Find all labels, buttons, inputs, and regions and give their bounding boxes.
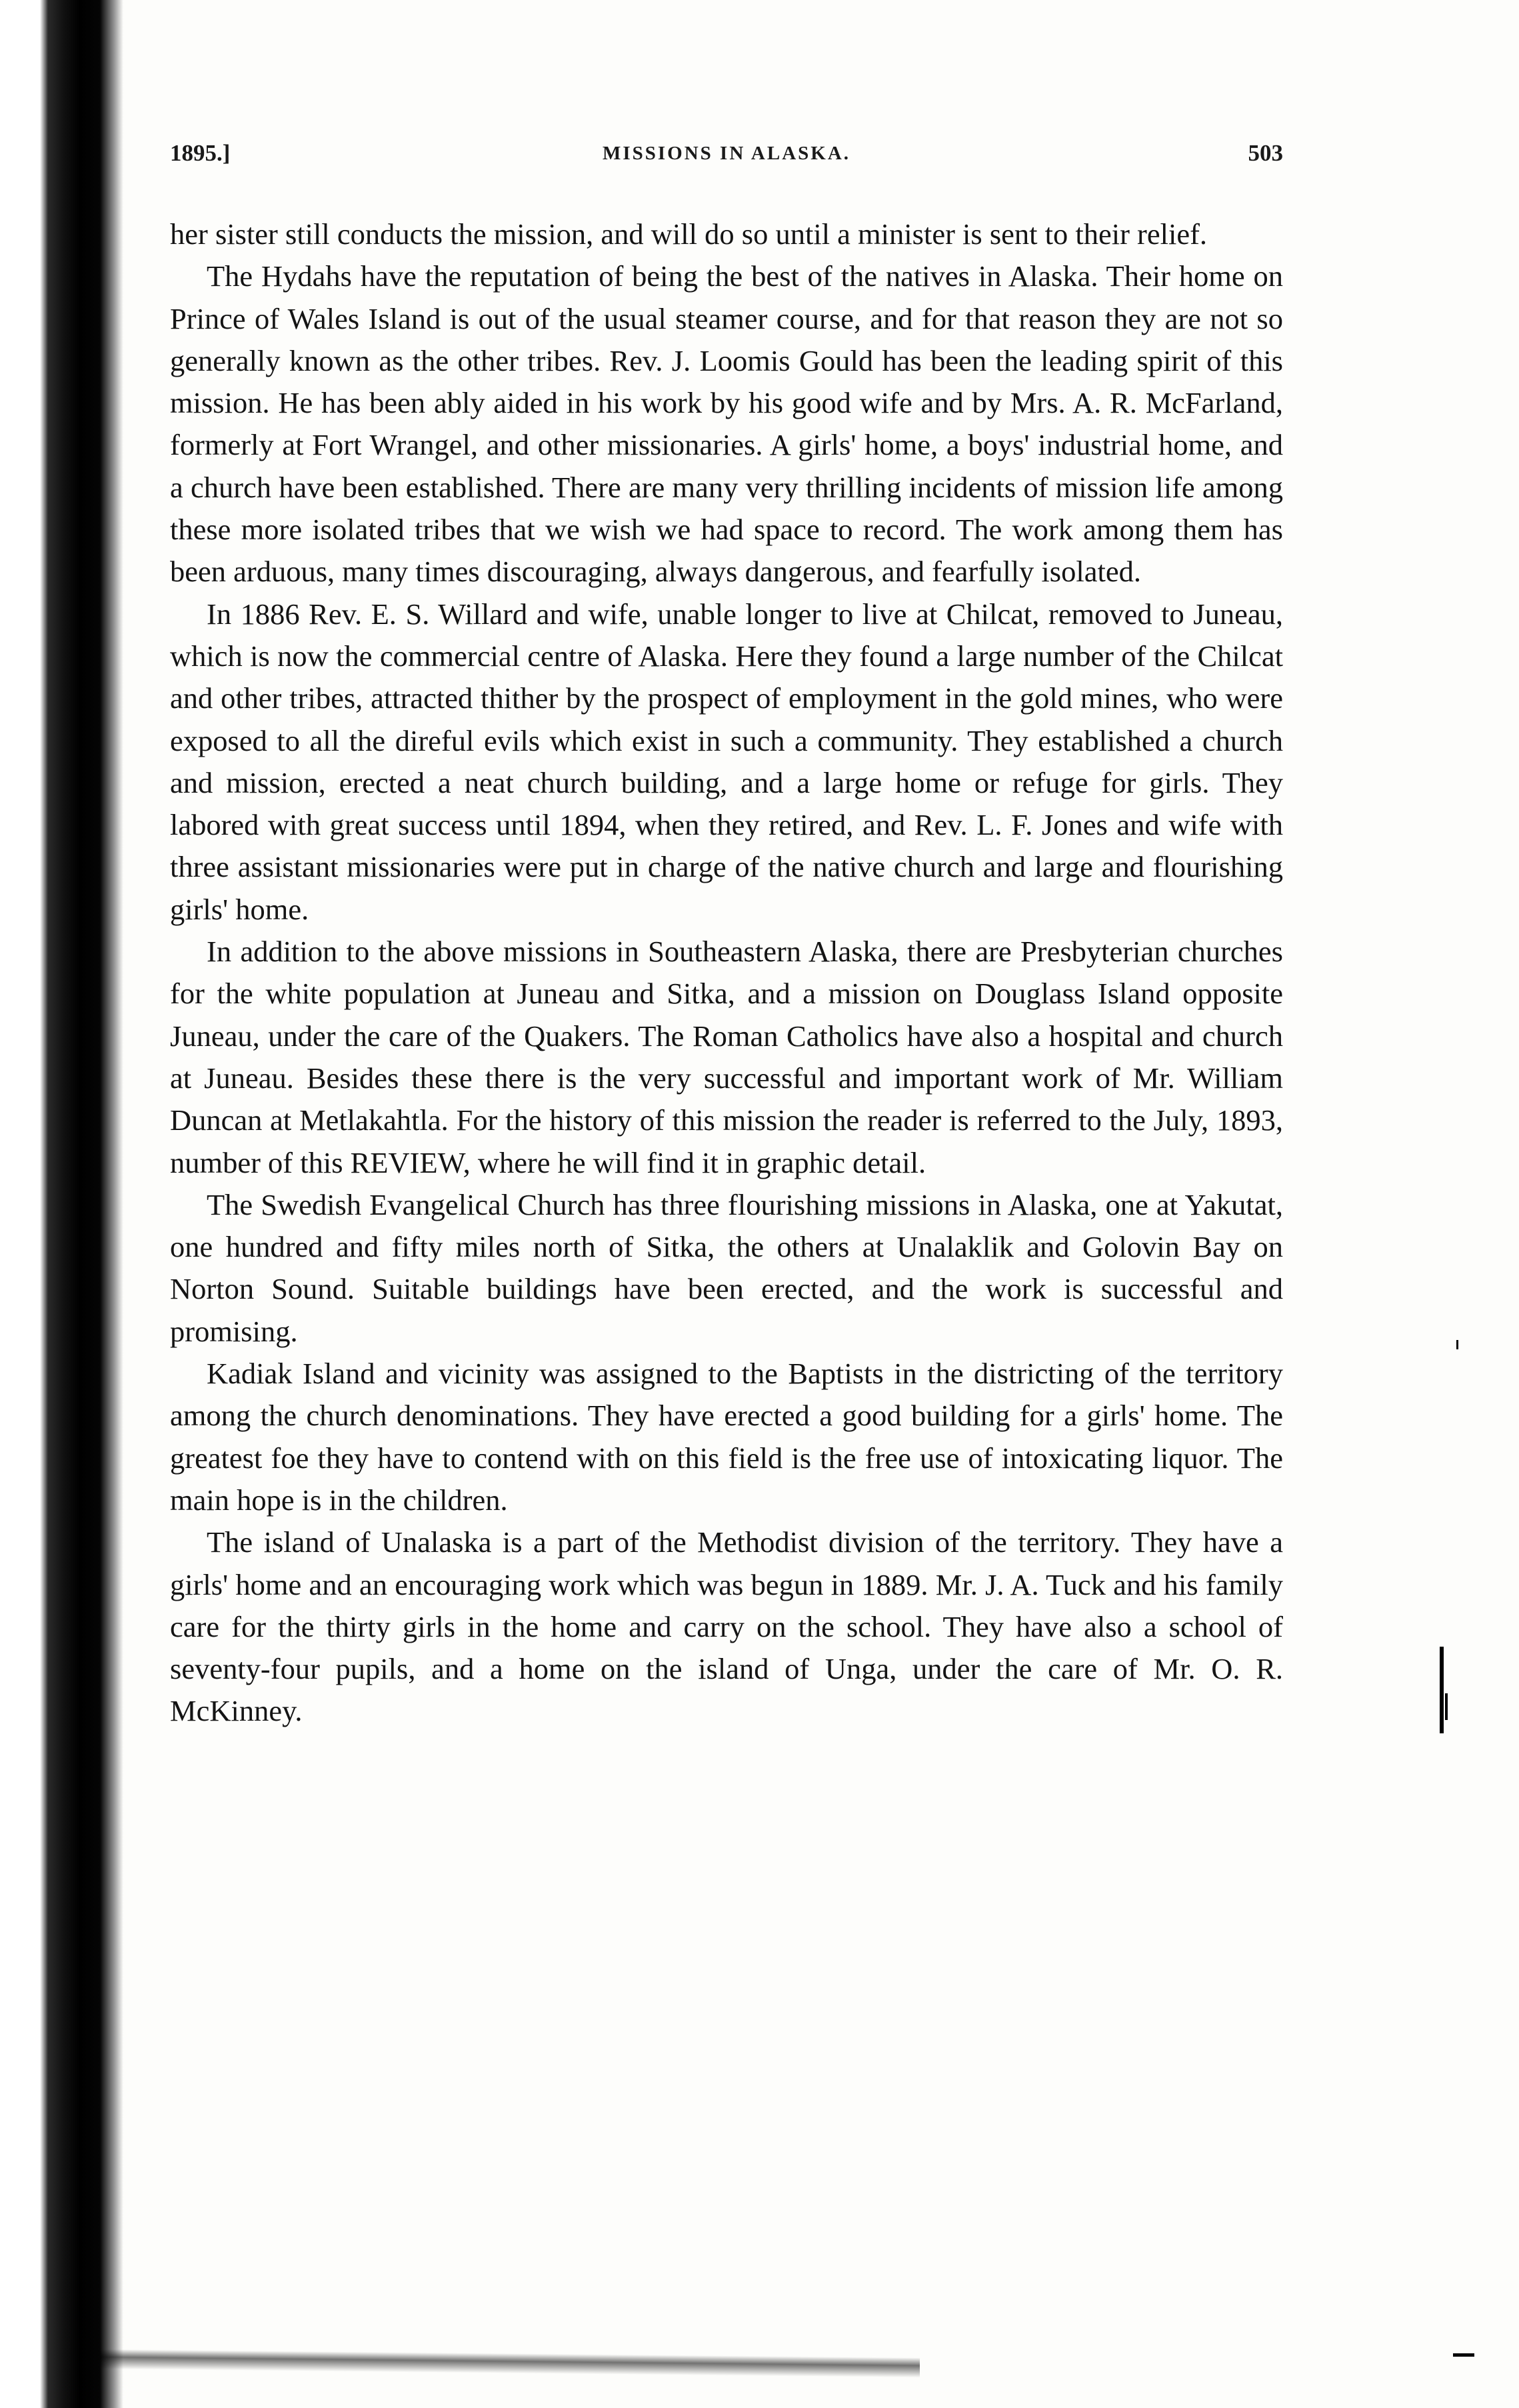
running-head: [170, 140, 1283, 180]
scan-speck: [1440, 1647, 1444, 1733]
scan-speck: [1445, 1693, 1448, 1720]
running-head-date: 1895.]: [170, 140, 231, 166]
paragraph: Kadiak Island and vicinity was assigned to the Baptists in the districting of the territory among the church denominations. They have erected a good building for a girls' home. The greatest foe they have to contend with on this field is the free use of intoxicating liquor. The main hope is in the children.: [170, 1357, 1283, 1517]
paragraph: In 1886 Rev. E. S. Willard and wife, unable longer to live at Chilcat, removed to Juneau, which is now the commercial centre of Alaska. Here they found a large number of the Chilcat and other tribes, attracted thither by the prospect of employment in the gold mines, who were exposed to all the direful evils which exist in such a community. They established a church and mission, erected a neat church building, and a large home or refuge for girls. They labored with great success until 1894, when they retired, and Rev. L. F. Jones and wife with three assistant missionaries were put in charge of the native church and large and flourishing girls' home.: [170, 597, 1283, 926]
book-gutter-shadow: [0, 0, 123, 2408]
body-text: [170, 213, 1283, 1733]
scan-speck: [1456, 1340, 1458, 1349]
paragraph: The island of Unalaska is a part of the Methodist division of the territory. They have a girls' home and an encouraging work which was begun in 1889. Mr. J. A. Tuck and his family care for the thirty girls in the home and carry on the school. They have also a school of seventy-four pupils, and a home on the island of Unga, under the care of Mr. O. R. McKinney.: [170, 1525, 1283, 1728]
scan-speck: [1453, 2353, 1474, 2357]
page-number: 503: [1248, 140, 1283, 166]
paragraph: The Hydahs have the reputation of being the best of the natives in Alaska. Their home on Prince of Wales Island is out of the usual steamer course, and for that reason they are not so generally known as the other tribes. Rev. J. Loomis Gould has been the leading spirit of this mission. He has been ably aided in his work by his good wife and by Mrs. A. R. McFarland, formerly at Fort Wrangel, and other missionaries. A girls' home, a boys' industrial home, and a church have been established. There are many very thrilling incidents of mission life among these more isolated tribes that we wish we had space to record. The work among them has been arduous, many times discouraging, always dangerous, and fearfully isolated.: [170, 259, 1283, 589]
running-head-title: MISSIONS IN ALASKA.: [602, 143, 851, 164]
paragraph: In addition to the above missions in Southeastern Alaska, there are Presbyterian churches for the white population at Juneau and Sitka, and a mission on Douglass Island opposite Juneau, under the care of the Quakers. The Roman Catholics have also a hospital and church at Juneau. Besides these there is the very successful and important work of Mr. William Duncan at Metlakahtla. For the history of this mission the reader is referred to the July, 1893, number of this REVIEW, where he will find it in graphic detail.: [170, 935, 1283, 1179]
paragraph: her sister still conducts the mission, and will do so until a minister is sent to their relief.: [170, 217, 1208, 251]
paragraph: The Swedish Evangelical Church has three flourishing missions in Alaska, one at Yakutat, one hundred and fifty miles north of Sitka, the others at Unalaklik and Golovin Bay on Norton Sound. Suitable buildings have been erected, and the work is successful and promising.: [170, 1187, 1283, 1348]
page-bottom-edge-shadow: [100, 2343, 920, 2378]
